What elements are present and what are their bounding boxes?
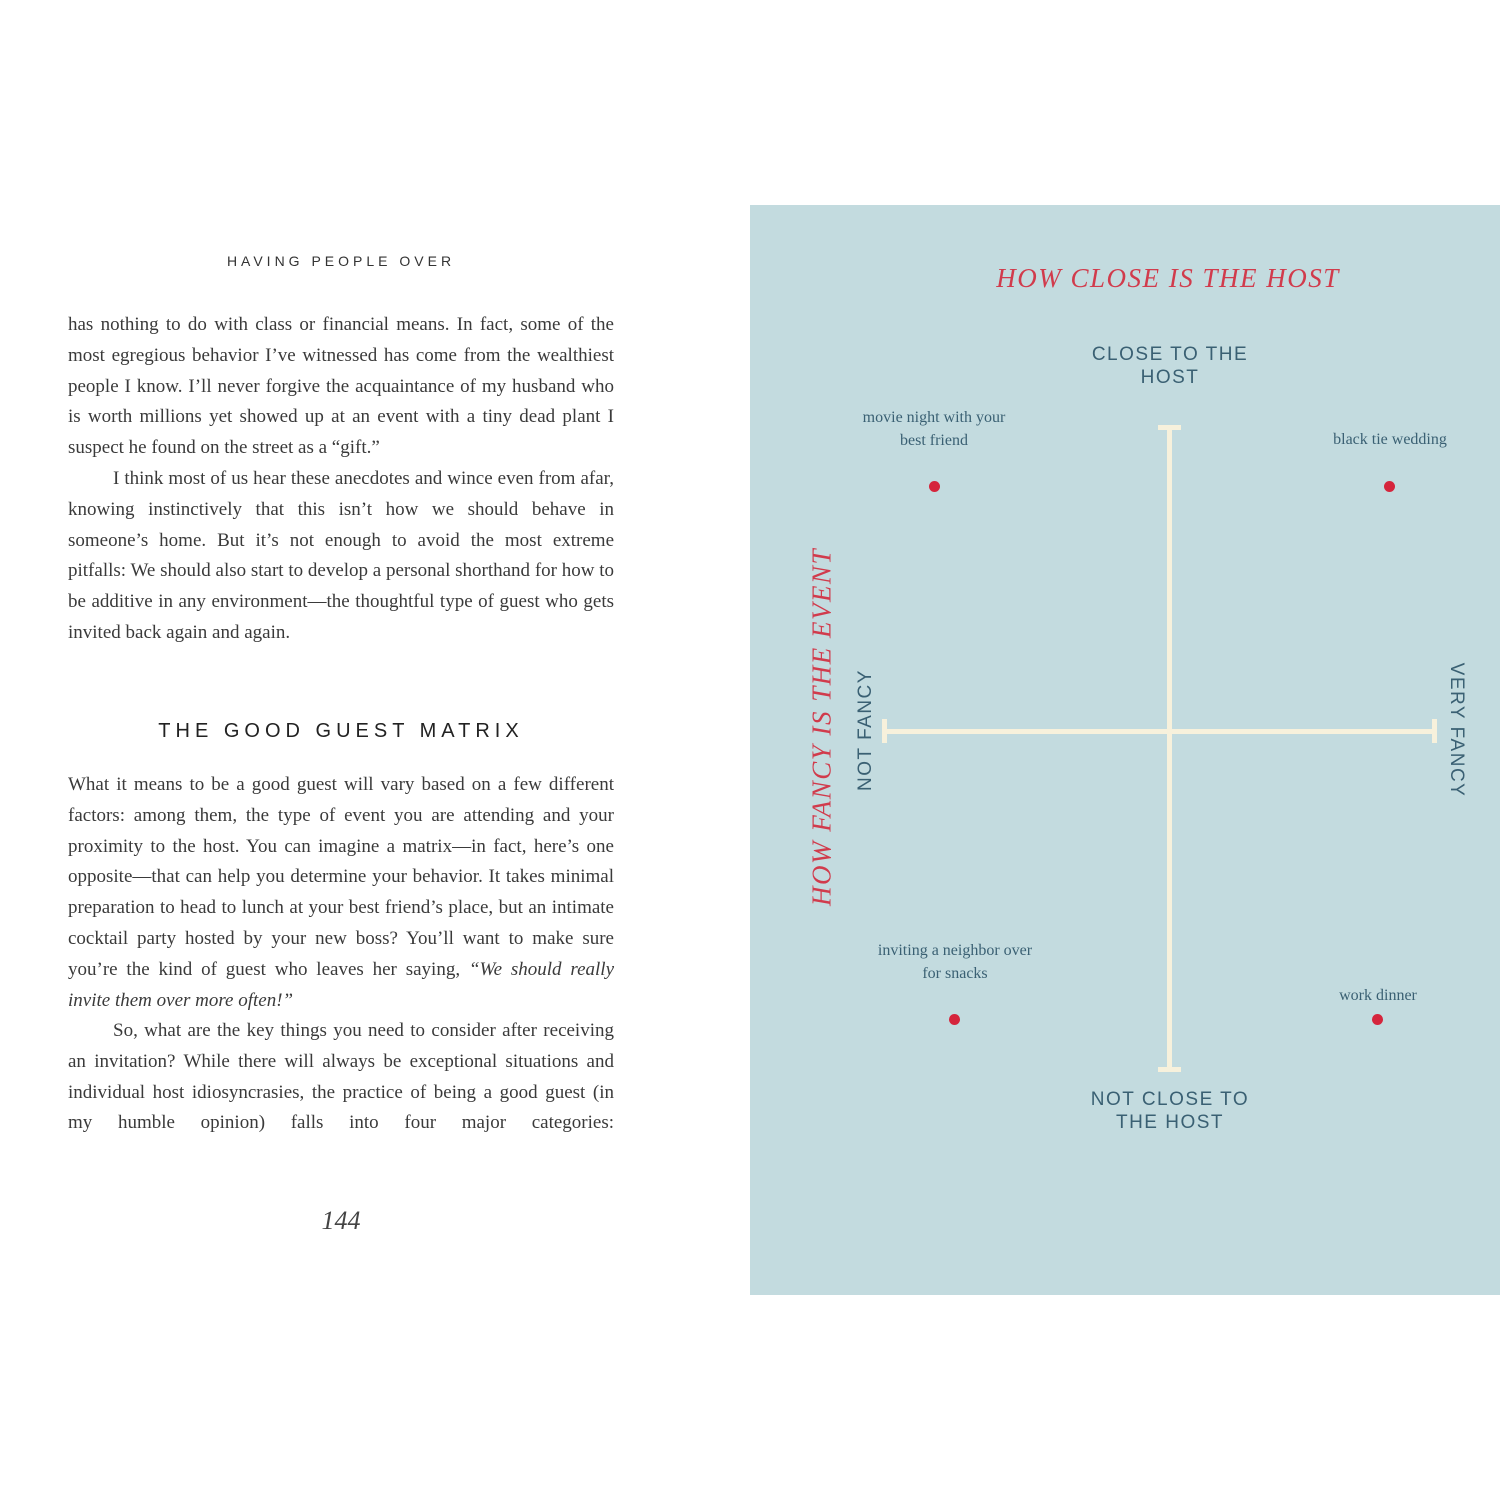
axis-label-not-fancy: NOT FANCY [855, 669, 876, 791]
axis-label-close: CLOSE TO THE HOST [1091, 344, 1249, 388]
horizontal-axis [885, 729, 1435, 734]
point-label-work-dinner: work dinner [1339, 987, 1417, 1004]
matrix-title: HOW CLOSE IS THE HOST [996, 263, 1340, 293]
body-paragraph: has nothing to do with class or financial means. In fact, some of the most egregious behavior I’ve witnessed has come from the wealthiest people I know. I’ll never forgive the acquaintance of my husband who is worth millions yet showed up at an event with a tiny dead plant I suspect he found on the street as a “gift.” [68, 314, 614, 459]
point-label-neighbor-snacks: inviting a neighbor over for snacks [877, 942, 1033, 982]
page-number: 144 [321, 1206, 361, 1235]
point-label-black-tie-wedding: black tie wedding [1333, 431, 1447, 448]
running-head: HAVING PEOPLE OVER [226, 253, 456, 269]
quote-text: “We should really invite them over more often!” [68, 958, 615, 1011]
body-paragraph [68, 770, 614, 1016]
section-heading: THE GOOD GUEST MATRIX [158, 720, 524, 742]
vertical-axis-top-cap [1158, 425, 1181, 430]
point-label-movie-night: movie night with your best friend [862, 409, 1006, 449]
point-dot-movie-night [929, 481, 940, 492]
good-guest-matrix [750, 205, 1500, 1295]
body-paragraph: I think most of us hear these anecdotes and wince even from afar, knowing instinctively that this isn’t how we should behave in someone’s home. But it’s not enough to avoid the most extreme pitfalls: We should also start to develop a personal shorthand for how to be additive in any environment—the thoughtful type of guest who gets invited back again and again. [68, 468, 614, 643]
body-paragraph: So, what are the key things you need to consider after receiving an invitation? While there will always be exceptional situations and individual host idiosyncrasies, the practice of being a good guest (in my humble opinion) falls into four major categories: [68, 1020, 614, 1134]
vertical-axis [1167, 428, 1172, 1070]
point-dot-black-tie-wedding [1384, 481, 1395, 492]
point-dot-work-dinner [1372, 1014, 1383, 1025]
axis-label-not-close: NOT CLOSE TO THE HOST [1090, 1089, 1250, 1133]
axis-label-very-fancy: VERY FANCY [1446, 662, 1467, 798]
horizontal-axis-right-cap [1432, 719, 1437, 743]
matrix-vertical-title: HOW FANCY IS THE EVENT [806, 547, 837, 907]
horizontal-axis-left-cap [882, 719, 887, 743]
vertical-axis-bottom-cap [1158, 1067, 1181, 1072]
body-text: What it means to be a good guest will vary based on a few different factors: among them, the type of event you are attending and your proximity to the host. You can imagine a matrix—in fact, here’s one opposite—that can help you determine your behavior. It takes minimal preparation to head to lunch at your best friend’s place, but an intimate cocktail party hosted by your new boss? You’ll want to make sure you’re the kind of guest who leaves her saying, [68, 774, 614, 980]
point-dot-neighbor-snacks [949, 1014, 960, 1025]
